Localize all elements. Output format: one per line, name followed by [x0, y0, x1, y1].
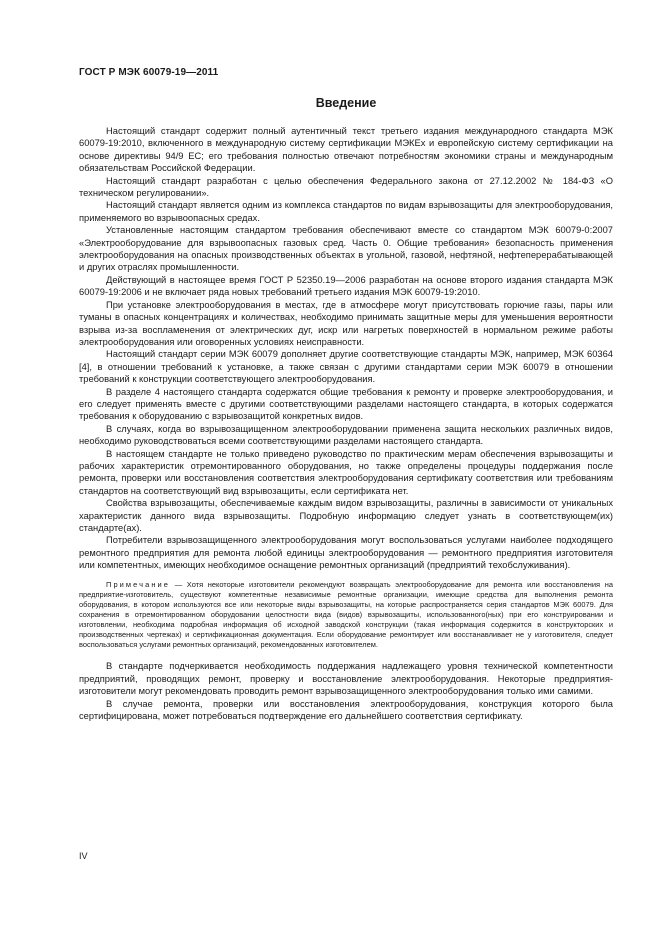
section-title: Введение	[315, 96, 377, 110]
paragraph: Действующий в настоящее время ГОСТ Р 52350.19—2006 разработан на основе второго издания стандарта МЭК 60079-19:2006 и не включает ряда новых требований третьего издания МЭК 60079-19:2010.	[79, 274, 613, 298]
paragraph: Настоящий стандарт содержит полный аутентичный текст третьего издания международного стандарта МЭК 60079-19:2010, включенного в международную систему сертификации МЭКЕх и европейскую систему сертификации на основе директивы 94/9 ЕС; его требования полностью отвечают потребностям экономики страны и международным обязательствам Российской Федерации.	[79, 126, 613, 174]
paragraph: В случае ремонта, проверки или восстановления электрооборудования, конструкция которого была сертифицирована, может потребоваться подтверждение его дальнейшего соответствия сертификату.	[79, 698, 613, 721]
page-number: IV	[79, 851, 88, 861]
note-label: Примечание	[106, 579, 171, 589]
paragraph: В разделе 4 настоящего стандарта содержатся общие требования к ремонту и проверке электрооборудования, и его следует применять вместе с другими соответствующими разделами настоящего стандарта, в которых содержатся требования к оборудованию с взрывозащитой конкретных видов.	[79, 386, 613, 422]
section-body	[79, 125, 613, 722]
running-header: ГОСТ Р МЭК 60079-19—2011	[79, 67, 219, 78]
note-paragraph	[79, 580, 613, 651]
note-text: — Хотя некоторые изготовители рекомендуют возвращать электрооборудование для ремонта или восстановления на предприятие-изготовитель, существуют компетентные независимые ремонтные организации, имеющие средства для выполнения ремонта оборудования, в котором используются все или некоторые виды взрывозащиты, на которые распространяется серия стандартов МЭК 60079. Для сохранения в отремонтированном оборудовании целостности вида (видов) взрывозащиты, использованного(ных) при его конструировании и изготовлении, необходима подробная информация об исходной заводской конструкции (такая информация содержится в конструкторских и производственных чертежах) и сертификационная документация. Если оборудование ремонтирует или восстанавливает не у изготовителя, следует воспользоваться услугами ремонтных организаций, рекомендованных изготовителем.	[79, 579, 613, 650]
paragraph: В стандарте подчеркивается необходимость поддержания надлежащего уровня технической компетентности предприятий, проводящих ремонт, проверку и восстановление электрооборудования. Некоторые предприятия-изготовители могут рекомендовать проводить ремонт взрывозащищенного электрооборудования только ими самими.	[79, 661, 613, 697]
paragraph: Настоящий стандарт разработан с целью обеспечения Федерального закона от 27.12.2002 № 184-ФЗ «О техническом регулировании».	[79, 175, 613, 199]
note-block	[79, 580, 613, 651]
paragraph: При установке электрооборудования в местах, где в атмосфере могут присутствовать горючие газы, пары или туманы в опасных концентрациях и количествах, необходимо принимать защитные меры для уменьшения вероятности взрыва из-за воспламенения от электрических дуг, искр или нагретых поверхностей в нормальном режиме работы электрооборудования или оговоренных условиях неисправности.	[79, 299, 613, 347]
paragraph: Установленные настоящим стандартом требования обеспечивают вместе со стандартом МЭК 60079-0:2007 «Электрооборудование для взрывоопасных газовых сред. Часть 0. Общие требования» безопасность применения электрооборудования на опасных производственных объектах в угольной, газовой, нефтяной, нефтеперерабатывающей и других отраслях промышленности.	[79, 225, 613, 273]
paragraph: В настоящем стандарте не только приведено руководство по практическим мерам обеспечения взрывозащиты и рабочих характеристик отремонтированного оборудования, но также определены процедуры поддержания после ремонта, проверки или восстановления соответствия электрооборудования сертификату соответствия или требованиям стандартов на соответствующий вид взрывозащиты, если сертификата нет.	[79, 448, 613, 496]
paragraph: Настоящий стандарт серии МЭК 60079 дополняет другие соответствующие стандарты МЭК, например, МЭК 60364 [4], в отношении требований к установке, а также связан с другими стандартами серии МЭК 60079 в отношении требований к конструкции соответствующего электрооборудования.	[79, 349, 613, 385]
paragraph: В случаях, когда во взрывозащищенном электрооборудовании применена защита нескольких различных видов, необходимо руководствоваться всеми соответствующими разделами настоящего стандарта.	[79, 423, 613, 447]
paragraph: Настоящий стандарт является одним из комплекса стандартов по видам взрывозащиты для электрооборудования, применяемого во взрывоопасных средах.	[79, 200, 613, 223]
paragraph: Потребители взрывозащищенного электрооборудования могут воспользоваться услугами наиболее подходящего ремонтного предприятия для ремонта любой единицы электрооборудования — ремонтного предприятия изготовителя или компетентных, имеющих необходимое оснащение ремонтных организаций (предприятий техобслуживания).	[79, 535, 613, 571]
paragraph: Свойства взрывозащиты, обеспечиваемые каждым видом взрывозащиты, различны в зависимости от уникальных характеристик данного вида взрывозащиты. Подробную информацию следует узнать в соответствующем(их) стандарте(ах).	[79, 498, 613, 533]
